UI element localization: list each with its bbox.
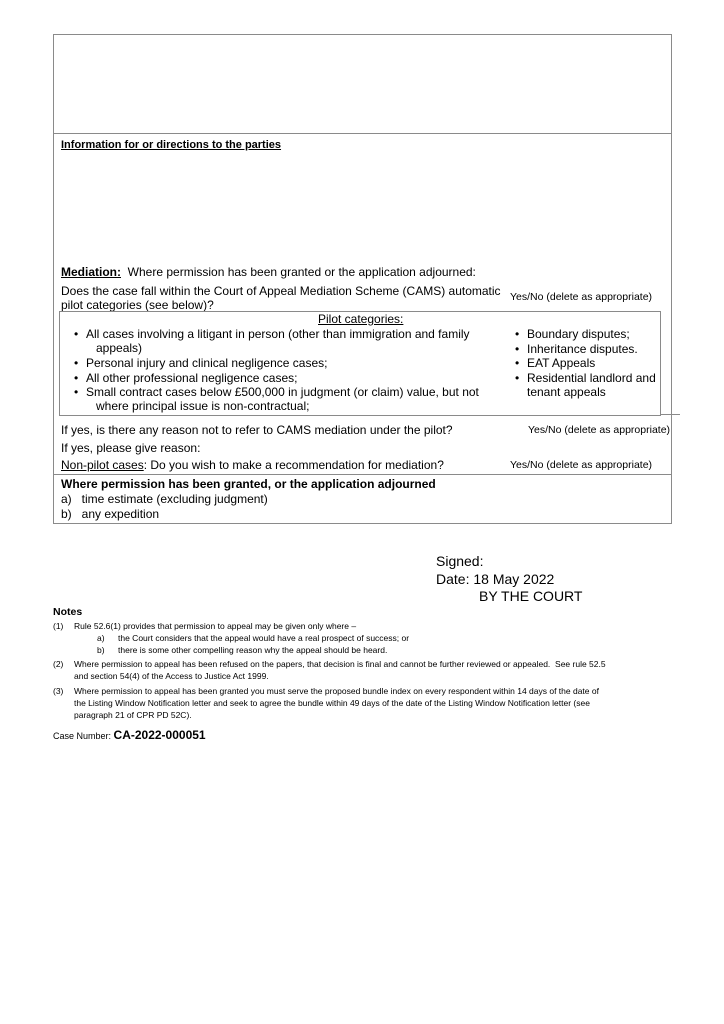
note-3-line3: paragraph 21 of CPR PD 52C). — [74, 710, 192, 720]
note-1-number: (1) — [53, 621, 64, 631]
note-2-line2: and section 54(4) of the Access to Justice Act 1999. — [74, 671, 269, 681]
note-3-line1: Where permission to appeal has been granted you must serve the proposed bundle index on every respondent within 14 days of the date of — [74, 686, 599, 696]
signature-date: Date: 18 May 2022 — [436, 571, 555, 587]
permission-expedition: b) any expedition — [61, 507, 160, 521]
note-3-number: (3) — [53, 686, 64, 696]
pilot-item-small-contract: • Small contract cases below £500,000 in judgment (or claim) value, but not where principal issue is non-contractual; — [86, 385, 479, 413]
cams-question-line2: pilot categories (see below)? — [61, 298, 214, 312]
note-1b-text: there is some other compelling reason why the appeal should be heard. — [118, 645, 388, 655]
pilot-item-litigant: • All cases involving a litigant in person (other than immigration and family appeals) — [86, 327, 470, 355]
note-1-text: Rule 52.6(1) provides that permission to appeal may be given only where – — [74, 621, 357, 631]
pilot-box-tail-line — [660, 414, 680, 415]
nonpilot-label: Non-pilot cases — [61, 458, 144, 472]
by-the-court: BY THE COURT — [479, 588, 583, 604]
pilot-item-boundary: • Boundary disputes; — [527, 327, 630, 341]
mediation-intro: Where permission has been granted or the application adjourned: — [127, 265, 476, 279]
note-1a-text: the Court considers that the appeal would have a real prospect of success; or — [118, 633, 410, 643]
notes-heading: Notes — [53, 606, 83, 618]
pilot-item-professional-negligence: • All other professional negligence cases; — [86, 371, 297, 385]
permission-time-estimate: a) time estimate (excluding judgment) — [61, 492, 268, 506]
note-2-line1: Where permission to appeal has been refused on the papers, that decision is final and cannot be further reviewed or appealed. See rule 52.5 — [74, 659, 606, 669]
info-heading: Information for or directions to the parties — [61, 139, 282, 151]
reason-question: If yes, is there any reason not to refer to CAMS mediation under the pilot? — [61, 423, 453, 437]
reason-prompt: If yes, please give reason: — [61, 441, 201, 455]
mediation-label: Mediation: — [61, 265, 121, 279]
cams-question-answer[interactable]: Yes/No (delete as appropriate) — [510, 291, 653, 303]
pilot-categories-heading: Pilot categories: — [318, 312, 404, 326]
mediation-intro-line — [61, 265, 476, 279]
pilot-item-inheritance: • Inheritance disputes. — [527, 342, 638, 356]
pilot-item-eat: • EAT Appeals — [527, 356, 595, 370]
note-1a-number: a) — [97, 633, 105, 643]
nonpilot-answer[interactable]: Yes/No (delete as appropriate) — [510, 459, 653, 471]
note-3-line2: the Listing Window Notification letter and seek to agree the bundle within 49 days of the date of the Listing Window Notification letter (see — [74, 698, 590, 708]
case-number: CA-2022-000051 — [113, 728, 206, 742]
reason-answer[interactable]: Yes/No (delete as appropriate) — [528, 424, 671, 436]
cams-question-line1: Does the case fall within the Court of Appeal Mediation Scheme (CAMS) automatic — [61, 284, 501, 298]
pilot-item-residential: • Residential landlord and tenant appeals — [527, 371, 656, 399]
case-number-label: Case Number: — [53, 731, 114, 741]
pilot-item-personal-injury: • Personal injury and clinical negligence cases; — [86, 356, 327, 370]
permission-heading: Where permission has been granted, or the application adjourned — [61, 477, 436, 491]
note-2-number: (2) — [53, 659, 64, 669]
case-number-line — [53, 726, 206, 744]
note-1b-number: b) — [97, 645, 105, 655]
nonpilot-question: : Do you wish to make a recommendation for mediation? — [143, 458, 444, 472]
top-empty-box — [53, 34, 672, 134]
nonpilot-question-line — [61, 458, 444, 472]
signed-label: Signed: — [436, 553, 484, 569]
